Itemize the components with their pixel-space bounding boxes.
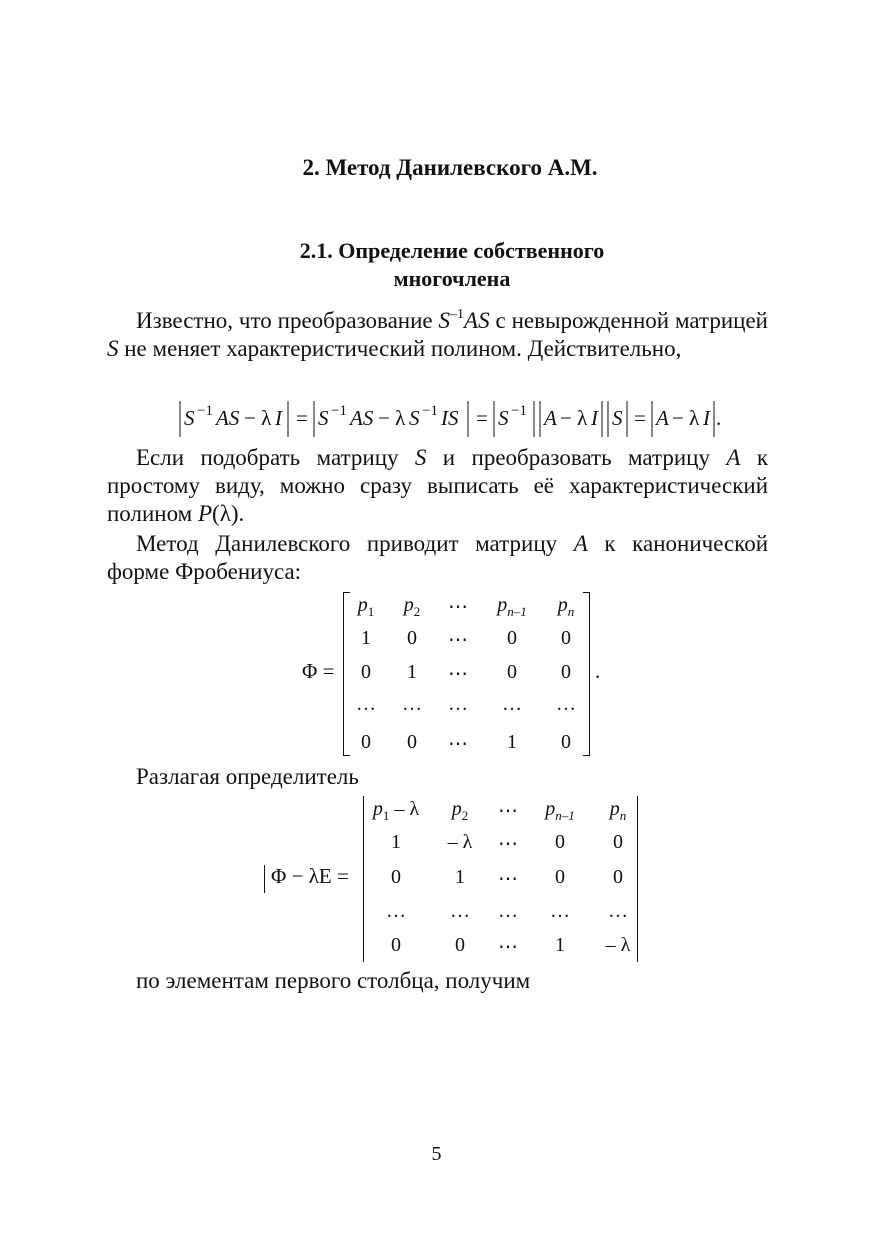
svg-text:− λ: − λ (560, 406, 588, 430)
det-cell-r1-c3: ⋯ (498, 800, 518, 822)
svg-text:.: . (716, 406, 722, 430)
phi-cell-r2-c2: 0 (407, 627, 417, 649)
svg-text:S: S (409, 406, 420, 430)
phi-cell-r5-c2: 0 (407, 731, 417, 753)
det-cell-r2-c2: – λ (447, 831, 473, 853)
phi-cell-r4-c2: … (402, 693, 422, 715)
svg-text:A: A (656, 406, 669, 430)
det-cell-r5-c5: – λ (605, 934, 631, 956)
subsection-heading-line2: многочлена (393, 266, 511, 291)
svg-text:=: = (634, 406, 646, 430)
phi-label: Φ = (302, 659, 335, 683)
phi-cell-r1-c2: $p_2$ (403, 594, 421, 619)
det-cell-r3-c5: 0 (613, 866, 623, 888)
phi-cell-r1-c5: $p_n$ (557, 594, 575, 619)
page-number: 5 (431, 1143, 442, 1165)
phi-cell-r4-c5: … (556, 693, 576, 715)
det-cell-r2-c5: 0 (613, 831, 623, 853)
svg-text:− λ: − λ (244, 406, 272, 430)
det-left-bar-small (264, 865, 265, 893)
phi-cell-r5-c1: 0 (361, 731, 371, 753)
phi-cell-r3-c4: 0 (507, 661, 517, 683)
det-cell-r1-c4: $p_{n-1}$ (545, 798, 575, 823)
phi-cell-r4-c1: … (356, 693, 376, 715)
paragraph-2: Если подобрать матрицу S и преобразовать матрицу A к простому виду, можно сразу выписать её характеристический полином P(λ). (107, 445, 768, 526)
subsection-heading-line1: 2.1. Определение собственного (299, 238, 605, 263)
svg-text:−1: −1 (422, 403, 438, 419)
svg-text:− λ: − λ (672, 406, 700, 430)
det-cell-r3-c4: 0 (555, 866, 565, 888)
phi-cell-r2-c5: 0 (561, 627, 571, 649)
svg-text:I: I (703, 406, 710, 430)
det-cell-r2-c3: ⋯ (498, 833, 518, 855)
equation-svg (178, 401, 758, 441)
det-cell-r1-c5: $p_n$ (609, 798, 627, 823)
det-cell-r1-c1: $p_1$ – λ (372, 798, 420, 823)
phi-cell-r2-c4: 0 (507, 627, 517, 649)
svg-text:I: I (591, 406, 598, 430)
phi-cell-r1-c1: $p_1$ (357, 594, 375, 619)
det-cell-r5-c3: ⋯ (498, 936, 518, 958)
phi-cell-r3-c2: 1 (407, 661, 417, 683)
phi-cell-r3-c5: 0 (561, 661, 571, 683)
equation-determinant-invariance (178, 401, 758, 447)
det-cell-r2-c1: 1 (391, 831, 401, 853)
paragraph-3: Метод Данилевского приводит матрицу A к канонической форме Фробениуса: (107, 531, 769, 584)
paragraph-1: Известно, что преобразование $S^{-1}AS$ с невырожденной матрицей S не меняет характеристический полином. Действительно, (107, 307, 768, 361)
det-cell-r5-c4: 1 (555, 934, 565, 956)
svg-text:I: I (275, 406, 282, 430)
det-cell-r3-c2: 1 (455, 866, 465, 888)
svg-text:=: = (476, 406, 488, 430)
phi-cell-r4-c4: … (502, 693, 522, 715)
det-cell-r1-c2: $p_2$ (451, 798, 469, 823)
phi-period: . (595, 659, 601, 683)
svg-text:IS: IS (441, 406, 459, 430)
phi-cell-r2-c3: ⋯ (448, 629, 468, 651)
phi-cell-r5-c5: 0 (561, 731, 571, 753)
svg-text:AS: AS (216, 406, 240, 430)
phi-cell-r4-c3: … (448, 693, 468, 715)
svg-text:A: A (544, 406, 557, 430)
phi-cell-r1-c4: $p_{n-1}$ (497, 594, 527, 619)
phi-cell-r1-c3: ⋯ (448, 596, 468, 618)
det-cell-r4-c3: … (498, 900, 518, 922)
det-cell-r4-c4: … (550, 900, 570, 922)
phi-cell-r5-c4: 1 (507, 731, 517, 753)
det-cell-r5-c1: 0 (391, 934, 401, 956)
phi-cell-r3-c1: 0 (361, 661, 371, 683)
det-cell-r2-c4: 0 (555, 831, 565, 853)
phi-cell-r2-c1: 1 (361, 627, 371, 649)
section-heading: 2. Метод Данилевского А.М. (302, 155, 598, 180)
svg-text:S: S (498, 406, 509, 430)
svg-text:AS: AS (350, 406, 374, 430)
det-cell-r4-c1: … (386, 900, 406, 922)
svg-text:−1: −1 (511, 403, 527, 419)
svg-text:=: = (296, 406, 308, 430)
phi-cell-r3-c3: ⋯ (448, 663, 468, 685)
svg-text:−1: −1 (331, 403, 347, 419)
det-cell-r4-c2: … (450, 900, 470, 922)
det-cell-r3-c3: ⋯ (498, 868, 518, 890)
det-cell-r3-c1: 0 (391, 866, 401, 888)
det-cell-r5-c2: 0 (455, 934, 465, 956)
svg-text:S: S (612, 406, 623, 430)
det-cell-r4-c5: … (608, 900, 628, 922)
paragraph-5: по элементам первого столбца, получим (136, 968, 531, 993)
phi-cell-r5-c3: ⋯ (448, 733, 468, 755)
svg-text:S: S (184, 406, 195, 430)
det-label: Φ − λE = (271, 864, 349, 888)
svg-text:S: S (318, 406, 329, 430)
svg-text:− λ: − λ (378, 406, 406, 430)
svg-text:−1: −1 (197, 403, 213, 419)
paragraph-4: Разлагая определитель (136, 764, 359, 789)
det-left-bar (363, 796, 364, 962)
